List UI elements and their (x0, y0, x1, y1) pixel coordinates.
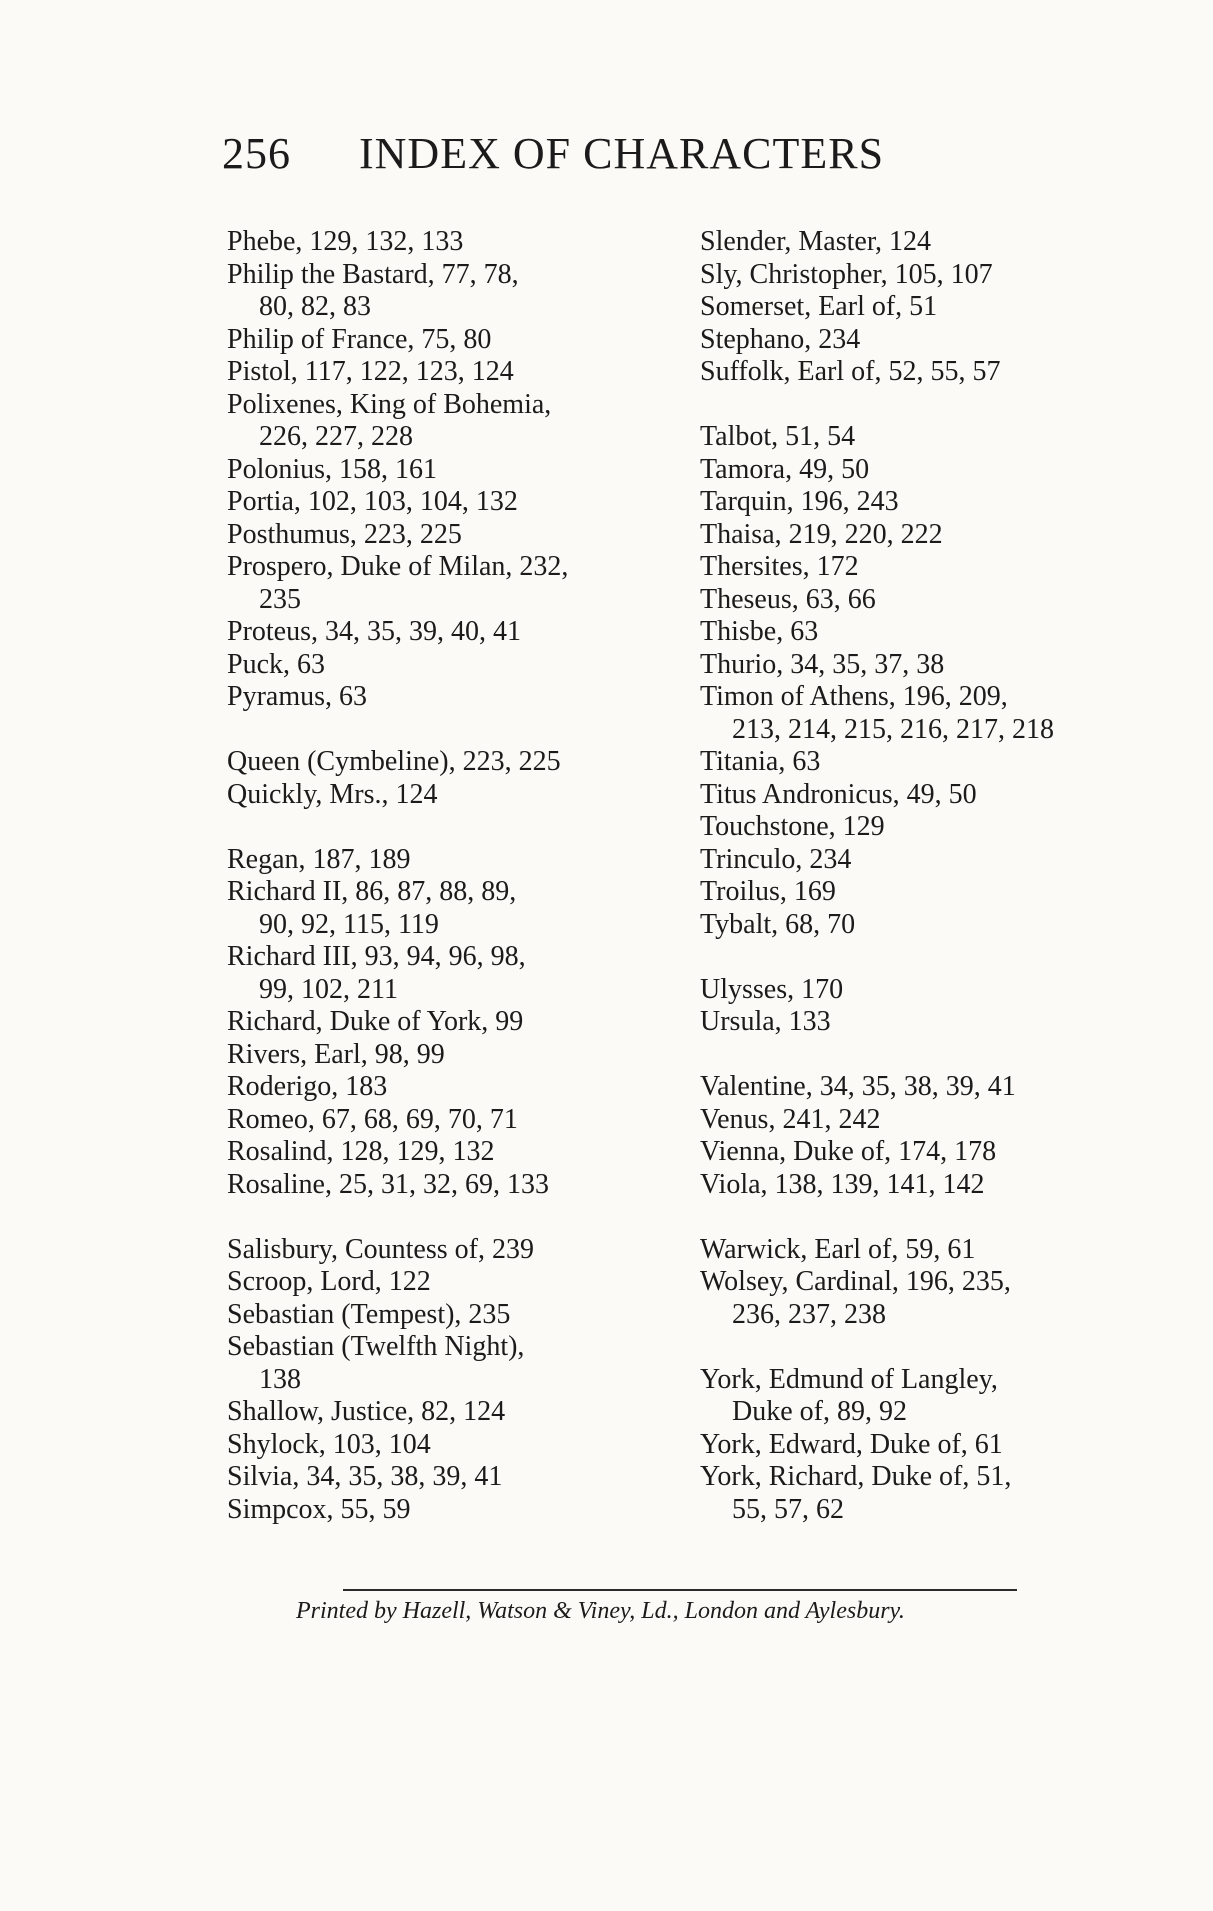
index-entry: Regan, 187, 189 (227, 843, 411, 875)
index-entry: Sebastian (Twelfth Night), 138 (227, 1331, 525, 1395)
letter-group-r (227, 844, 657, 1202)
index-entry: Polixenes, King of Bohemia, 226, 227, 228 (227, 388, 552, 452)
index-entry: Prospero, Duke of Milan, 232, 235 (227, 551, 569, 615)
index-entry: Thersites, 172 (700, 551, 859, 582)
letter-group-v (700, 1071, 1140, 1201)
index-entry: Trinculo, 234 (700, 843, 852, 875)
index-entry: Thisbe, 63 (700, 616, 819, 647)
index-entry: Roderigo, 183 (227, 1071, 388, 1102)
index-entry: Tybalt, 68, 70 (700, 908, 856, 940)
index-entry: Rosalind, 128, 129, 132 (227, 1136, 495, 1167)
index-entry: Ulysses, 170 (700, 973, 844, 1005)
letter-group-w (700, 1234, 1140, 1332)
index-entry: Tamora, 49, 50 (700, 453, 870, 485)
index-entry: Titania, 63 (700, 746, 821, 777)
index-entry: Talbot, 51, 54 (700, 421, 856, 452)
index-entry: Thaisa, 219, 220, 222 (700, 518, 943, 550)
index-entry: Puck, 63 (227, 648, 325, 680)
index-column-right (700, 226, 1140, 1559)
index-entry: Sebastian (Tempest), 235 (227, 1298, 511, 1330)
index-entry: Suffolk, Earl of, 52, 55, 57 (700, 356, 1001, 387)
index-entry: Troilus, 169 (700, 876, 836, 907)
index-entry: Ursula, 133 (700, 1006, 831, 1037)
index-entry: Pyramus, 63 (227, 681, 367, 712)
index-entry: Viola, 138, 139, 141, 142 (700, 1168, 985, 1200)
index-entry: Shylock, 103, 104 (227, 1428, 431, 1460)
index-entry: Tarquin, 196, 243 (700, 486, 899, 517)
index-entry: Phebe, 129, 132, 133 (227, 226, 464, 257)
index-entry: Touchstone, 129 (700, 811, 885, 842)
index-entry: Silvia, 34, 35, 38, 39, 41 (227, 1461, 503, 1492)
index-entry: Richard III, 93, 94, 96, 98, 99, 102, 211 (227, 941, 526, 1005)
index-entry: Portia, 102, 103, 104, 132 (227, 486, 518, 517)
index-column-left (227, 226, 657, 1559)
index-entry: Shallow, Justice, 82, 124 (227, 1396, 506, 1427)
index-entry: Rivers, Earl, 98, 99 (227, 1038, 445, 1070)
index-entry: York, Edmund of Langley, Duke of, 89, 92 (700, 1363, 998, 1427)
index-entry: Wolsey, Cardinal, 196, 235, 236, 237, 238 (700, 1266, 1011, 1330)
index-entry: Titus Andronicus, 49, 50 (700, 778, 977, 810)
page-title: INDEX OF CHARACTERS (359, 129, 885, 178)
index-entry: Theseus, 63, 66 (700, 583, 876, 615)
index-entry: Pistol, 117, 122, 123, 124 (227, 356, 514, 387)
index-entry: Vienna, Duke of, 174, 178 (700, 1136, 997, 1167)
index-entry: Philip of France, 75, 80 (227, 323, 492, 355)
index-entry: Queen (Cymbeline), 223, 225 (227, 746, 561, 777)
printer-imprint: Printed by Hazell, Watson & Viney, Ld., London and Aylesbury. (296, 1598, 905, 1624)
letter-group-u (700, 974, 1140, 1039)
letter-group-s (227, 1234, 657, 1527)
index-entry: York, Edward, Duke of, 61 (700, 1428, 1003, 1460)
index-entry: Warwick, Earl of, 59, 61 (700, 1233, 976, 1265)
index-entry: Sly, Christopher, 105, 107 (700, 258, 993, 290)
index-entry: Venus, 241, 242 (700, 1103, 881, 1135)
page-header (222, 128, 884, 179)
index-entry: Philip the Bastard, 77, 78, 80, 82, 83 (227, 258, 519, 322)
index-entry: Polonius, 158, 161 (227, 453, 438, 485)
index-entry: Posthumus, 223, 225 (227, 518, 462, 550)
index-entry: Thurio, 34, 35, 37, 38 (700, 648, 945, 680)
index-entry: Scroop, Lord, 122 (227, 1266, 431, 1297)
index-entry: Salisbury, Countess of, 239 (227, 1233, 534, 1265)
index-entry: Richard II, 86, 87, 88, 89, 90, 92, 115, 119 (227, 876, 517, 940)
index-entry: Timon of Athens, 196, 209, 213, 214, 215, 216, 217, 218 (700, 681, 1054, 745)
page-number: 256 (222, 129, 291, 178)
index-entry: Valentine, 34, 35, 38, 39, 41 (700, 1071, 1016, 1102)
index-entry: York, Richard, Duke of, 51, 55, 57, 62 (700, 1461, 1012, 1525)
index-entry: Richard, Duke of York, 99 (227, 1006, 524, 1037)
index-entry: Romeo, 67, 68, 69, 70, 71 (227, 1103, 518, 1135)
index-entry: Slender, Master, 124 (700, 226, 932, 257)
letter-group-s-continued (700, 226, 1140, 389)
index-entry: Simpcox, 55, 59 (227, 1493, 411, 1525)
index-entry: Stephano, 234 (700, 323, 861, 355)
index-entry: Proteus, 34, 35, 39, 40, 41 (227, 616, 521, 647)
index-entry: Quickly, Mrs., 124 (227, 778, 438, 810)
footer-rule (343, 1589, 1017, 1591)
letter-group-p (227, 226, 657, 714)
letter-group-t (700, 421, 1140, 941)
index-entry: Somerset, Earl of, 51 (700, 291, 938, 322)
letter-group-y (700, 1364, 1140, 1527)
letter-group-q (227, 746, 657, 811)
index-entry: Rosaline, 25, 31, 32, 69, 133 (227, 1168, 549, 1200)
